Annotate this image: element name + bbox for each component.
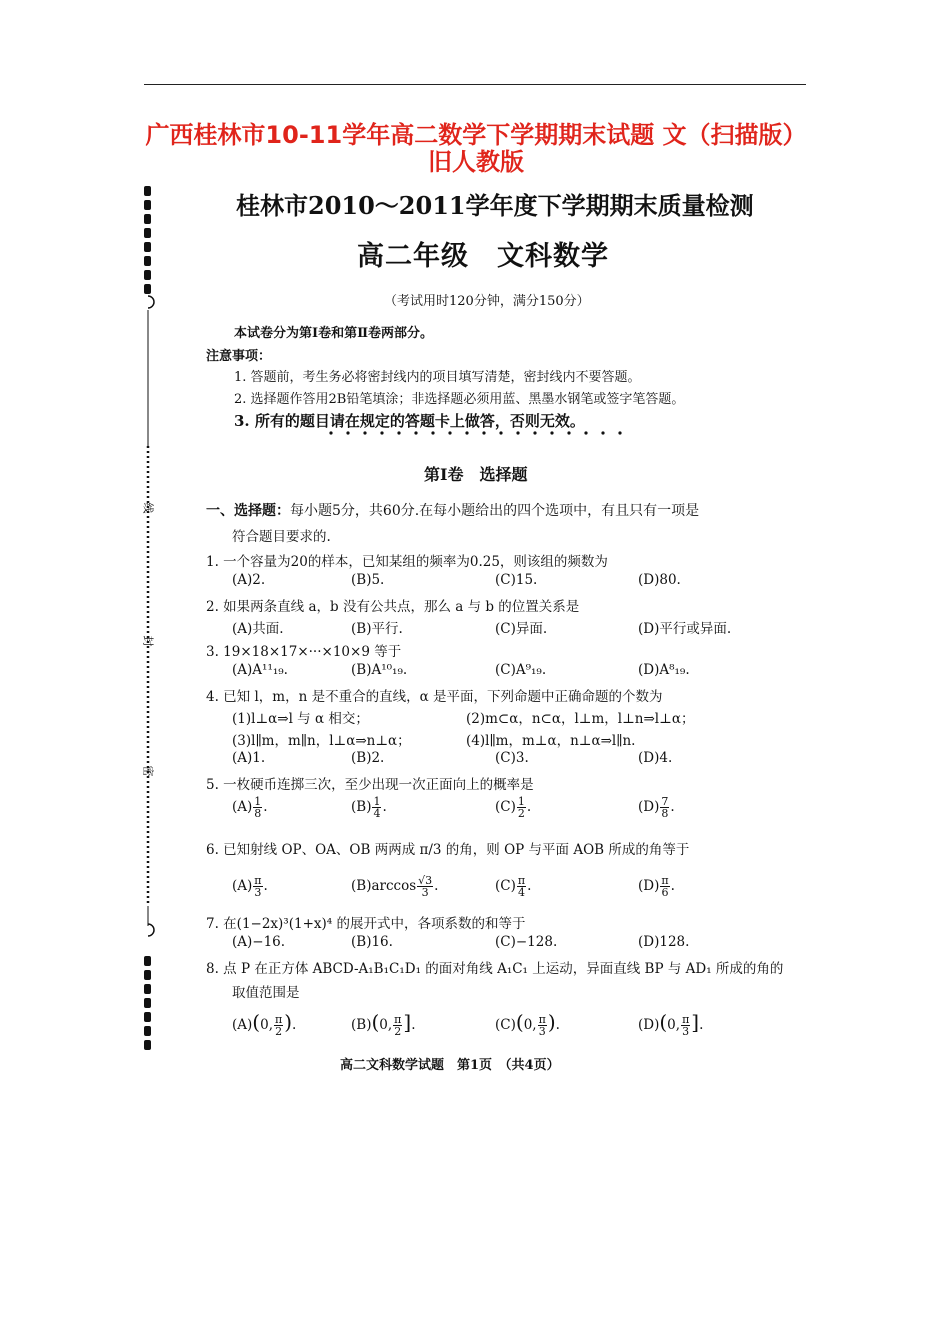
binding-label-mi: 密	[141, 765, 155, 777]
intro-text: 本试卷分为第Ⅰ卷和第Ⅱ卷两部分。	[234, 326, 434, 341]
emphasis-dots	[328, 430, 628, 436]
q2-opt-b: (B)平行.	[351, 621, 403, 637]
q6-opt-b: (B)arccos $\frac{√3}{3}$ .	[351, 874, 439, 899]
q5-opt-d: (D) $\frac{7}{8}$ .	[638, 795, 675, 820]
q3-opt-b: (B)A¹⁰₁₉.	[351, 662, 408, 678]
q1-opt-c: (C)15.	[495, 572, 538, 588]
q4-opt-a: (A)1.	[232, 750, 266, 766]
exam-header-line1: 桂林市2010～2011学年度下学期期末质量检测	[236, 191, 754, 220]
q3-opt-c: (C)A⁹₁₉.	[495, 662, 547, 678]
exam-header-line3: （考试用时120分钟，满分150分）	[384, 294, 590, 309]
exam-header-line2: 高二年级 文科数学	[357, 241, 609, 272]
q5-opt-a: (A) $\frac{1}{8}$ .	[232, 795, 268, 820]
q5-opt-c: (C) $\frac{1}{2}$ .	[495, 795, 532, 820]
q6-stem: 6. 已知射线 OP、OA、OB 两两成 π/3 的角，则 OP 与平面 AOB 所成的角等于	[206, 842, 690, 858]
page-footer: 高二文科数学试题 第1页 （共4页）	[340, 1058, 560, 1073]
notes-title: 注意事项：	[206, 349, 272, 364]
q3-opt-d: (D)A⁸₁₉.	[638, 662, 690, 678]
q7-opt-a: (A)−16.	[232, 934, 286, 950]
q4-sub-1: (1)l⊥α⇒l 与 α 相交；	[232, 711, 369, 727]
part1-label: 一、选择题：	[206, 503, 290, 519]
q4-stem: 4. 已知 l，m，n 是不重合的直线，α 是平面，下列命题中正确命题的个数为	[206, 689, 663, 705]
q4-opt-d: (D)4.	[638, 750, 673, 766]
note-3: 3. 所有的题目请在规定的答题卡上做答，否则无效。	[234, 412, 585, 430]
q7-opt-c: (C)−128.	[495, 934, 558, 950]
q1-opt-b: (B)5.	[351, 572, 385, 588]
q8-opt-c: (C)(0, $\frac{\pi}{3}$ ).	[495, 1010, 560, 1038]
q8-opt-a: (A)(0, $\frac{\pi}{2}$ ).	[232, 1010, 297, 1038]
q6-opt-a: (A) $\frac{\pi}{3}$ .	[232, 874, 268, 899]
q8-opt-d: (D)(0, $\frac{\pi}{3}$ ].	[638, 1010, 704, 1038]
q3-stem: 3. 19×18×17×···×10×9 等于	[206, 644, 402, 660]
q5-opt-b: (B) $\frac{1}{4}$ .	[351, 795, 387, 820]
q1-opt-a: (A)2.	[232, 572, 266, 588]
binding-label-feng: 封	[141, 635, 155, 647]
q7-opt-d: (D)128.	[638, 934, 690, 950]
q2-opt-a: (A)共面.	[232, 621, 284, 637]
q2-stem: 2. 如果两条直线 a，b 没有公共点，那么 a 与 b 的位置关系是	[206, 599, 580, 615]
q5-stem: 5. 一枚硬币连掷三次，至少出现一次正面向上的概率是	[206, 777, 534, 793]
q1-opt-d: (D)80.	[638, 572, 681, 588]
q4-sub-2: (2)m⊂α，n⊂α，l⊥m，l⊥n⇒l⊥α；	[466, 711, 695, 727]
part1-instructions: 每小题5分，共60分.在每小题给出的四个选项中，有且只有一项是	[290, 503, 700, 519]
note-2: 2. 选择题作答用2B铅笔填涂；非选择题必须用蓝、黑墨水钢笔或签字笔答题。	[234, 392, 685, 407]
q7-opt-b: (B)16.	[351, 934, 393, 950]
document-title: 广西桂林市10-11学年高二数学下学期期末试题 文（扫描版）旧人教版	[145, 121, 807, 176]
q2-opt-c: (C)异面.	[495, 621, 548, 637]
q3-opt-a: (A)A¹¹₁₉.	[232, 662, 288, 678]
q4-sub-3: (3)l∥m，m∥n，l⊥α⇒n⊥α；	[232, 733, 411, 749]
q4-opt-b: (B)2.	[351, 750, 385, 766]
q1-stem: 1. 一个容量为20的样本，已知某组的频率为0.25，则该组的频数为	[206, 554, 608, 570]
q8-stem: 8. 点 P 在正方体 ABCD-A₁B₁C₁D₁ 的面对角线 A₁C₁ 上运动，异面直线 BP 与 AD₁ 所成的角的	[206, 961, 784, 977]
part1-instructions-cont: 符合题目要求的.	[232, 529, 331, 545]
note-1: 1. 答题前，考生务必将密封线内的项目填写清楚，密封线内不要答题。	[234, 370, 641, 385]
section-title: 第Ⅰ卷 选择题	[424, 465, 528, 484]
q6-opt-c: (C) $\frac{\pi}{4}$ .	[495, 874, 532, 899]
q2-opt-d: (D)平行或异面.	[638, 621, 732, 637]
q8-opt-b: (B)(0, $\frac{\pi}{2}$ ].	[351, 1010, 416, 1038]
q4-opt-c: (C)3.	[495, 750, 529, 766]
q8-stem-cont: 取值范围是	[232, 985, 300, 1001]
q4-sub-4: (4)l∥m，m⊥α，n⊥α⇒l∥n.	[466, 733, 636, 749]
q6-opt-d: (D) $\frac{\pi}{6}$ .	[638, 874, 675, 899]
binding-label-xian: 线	[141, 502, 155, 514]
q7-stem: 7. 在(1−2x)³(1+x)⁴ 的展开式中，各项系数的和等于	[206, 916, 526, 932]
